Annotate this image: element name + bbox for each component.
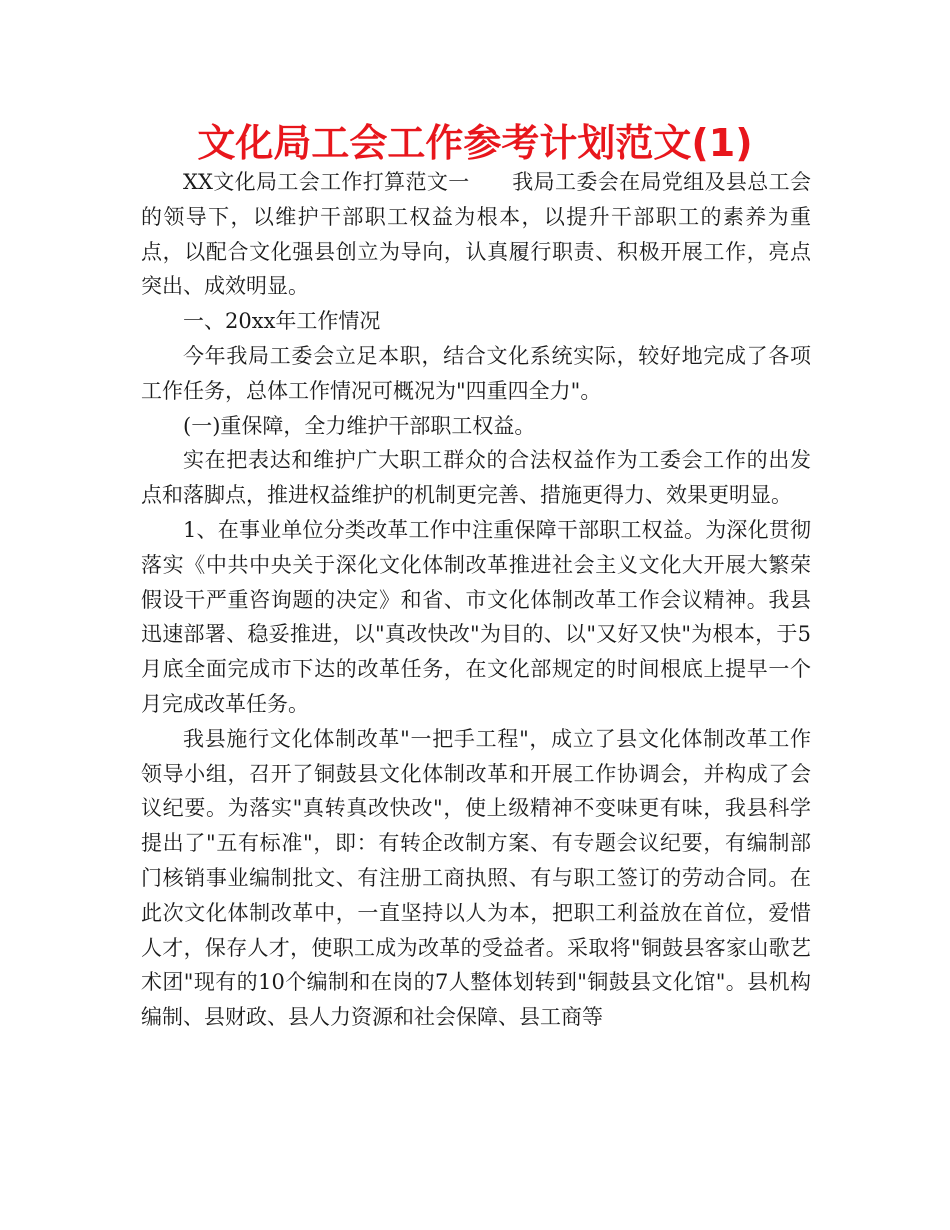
paragraph: 我县施行文化体制改革"一把手工程"，成立了县文化体制改革工作领导小组，召开了铜鼓县文化体制改革和开展工作协调会，并构成了会议纪要。为落实"真转真改快改"，使上级精神不变味更有味，我县科学提出了"五有标准"，即：有转企改制方案、有专题会议纪要，有编制部门核销事业编制批文、有注册工商执照、有与职工签订的劳动合同。在此次文化体制改革中，一直坚持以人为本，把职工利益放在首位，爱惜人才，保存人才，使职工成为改革的受益者。采取将"铜鼓县客家山歌艺术团"现有的10个编制和在岗的7人整体划转到"铜鼓县文化馆"。县机构编制、县财政、县人力资源和社会保障、县工商等 xyxy=(141,726,811,1030)
paragraph: 1、在事业单位分类改革工作中注重保障干部职工权益。为深化贯彻落实《中共中央关于深化文化体制改革推进社会主义文化大开展大繁荣假设干严重咨询题的决定》和省、市文化体制改革工作会议精神。我县迅速部署、稳妥推进，以"真改快改"为目的、以"又好又快"为根本，于5月底全面完成市下达的改革任务，在文化部规定的时间根底上提早一个月完成改革任务。 xyxy=(141,517,811,716)
paragraph: XX文化局工会工作打算范文一 我局工委会在局党组及县总工会的领导下，以维护干部职工权益为根本，以提升干部职工的素养为重点，以配合文化强县创立为导向，认真履行职责、积极开展工作，亮点突出、成效明显。 xyxy=(141,170,811,299)
subsection-heading: (一)重保障，全力维护干部职工权益。 xyxy=(183,413,536,438)
document-body xyxy=(141,165,811,1035)
paragraph: 实在把表达和维护广大职工群众的合法权益作为工委会工作的出发点和落脚点，推进权益维护的机制更完善、措施更得力、效果更明显。 xyxy=(141,448,811,508)
paragraph: 今年我局工委会立足本职，结合文化系统实际，较好地完成了各项工作任务，总体工作情况可概况为"四重四全力"。 xyxy=(141,343,811,403)
document-title: 文化局工会工作参考计划范文(1) xyxy=(197,121,753,165)
section-heading: 一、20xx年工作情况 xyxy=(183,309,381,334)
